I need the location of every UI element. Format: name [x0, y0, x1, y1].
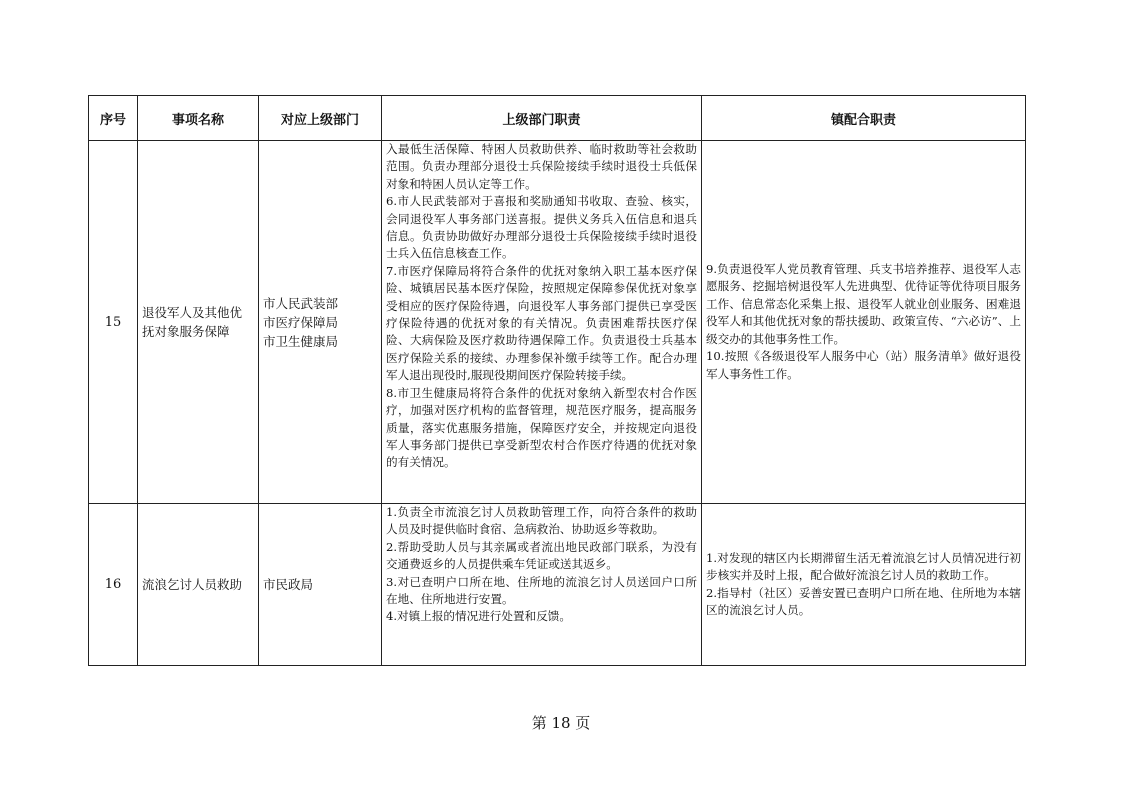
table-row [89, 504, 1026, 666]
responsibility-table [88, 95, 1026, 666]
superior-departments [259, 141, 382, 504]
row-number: 16 [89, 504, 138, 666]
header-duty: 上级部门职责 [382, 96, 702, 141]
header-name: 事项名称 [138, 96, 259, 141]
item-name: 退役军人及其他优抚对象服务保障 [138, 141, 259, 504]
superior-duties [382, 141, 702, 504]
department: 市卫生健康局 [263, 333, 339, 349]
table-row [89, 141, 1026, 504]
table-header-row [89, 96, 1026, 141]
town-duty-paragraph: 1.对发现的辖区内长期滞留生活无着流浪乞讨人员情况进行初步核实并及时上报，配合做好流浪乞讨人员的救助工作。 [706, 550, 1021, 583]
duty-paragraph: 入最低生活保障、特困人员救助供养、临时救助等社会救助范围。负责办理部分退役士兵保险接续手续时退役士兵低保对象和特困人员认定等工作。 [386, 142, 697, 191]
superior-duties [382, 504, 702, 666]
row-number: 15 [89, 141, 138, 504]
superior-departments [259, 504, 382, 666]
header-town: 镇配合职责 [702, 96, 1026, 141]
department: 市医疗保障局 [263, 314, 339, 330]
duty-paragraph: 2.帮助受助人员与其亲属或者流出地民政部门联系，为没有交通费返乡的人员提供乘车凭证或送其返乡。 [386, 539, 697, 572]
item-name: 流浪乞讨人员救助 [138, 504, 259, 666]
town-duty-paragraph: 10.按照《各级退役军人服务中心（站）服务清单》做好退役军人事务性工作。 [706, 349, 1021, 381]
duty-paragraph: 7.市医疗保障局将符合条件的优抚对象纳入职工基本医疗保险、城镇居民基本医疗保险，按照规定保障参保优抚对象享受相应的医疗保险待遇，向退役军人事务部门提供已享受医疗保险待遇的优抚对象的有关情况。负责困难帮扶医疗保险、大病保险及医疗救助待遇保障工作。负责退役士兵基本医疗保险关系的接续、办理参保补缴手续等工作。配合办理军人退出现役时,服现役期间医疗保险转接手续。 [386, 263, 697, 383]
page-number: 第 18 页 [531, 714, 591, 732]
town-duties [702, 504, 1026, 666]
department: 市民政局 [263, 577, 314, 592]
duty-paragraph: 6.市人民武装部对于喜报和奖励通知书收取、查验、核实，会同退役军人事务部门送喜报。提供义务兵入伍信息和退兵信息。负责协助做好办理部分退役士兵保险接续手续时退役士兵入伍信息核查工作。 [386, 194, 697, 261]
town-duties [702, 141, 1026, 504]
department: 市人民武装部 [263, 295, 339, 311]
header-dept: 对应上级部门 [259, 96, 382, 141]
town-duty-paragraph: 2.指导村（社区）妥善安置已查明户口所在地、住所地为本辖区的流浪乞讨人员。 [706, 585, 1021, 617]
town-duty-paragraph: 9.负责退役军人党员教育管理、兵支书培养推荐、退役军人志愿服务、挖掘培树退役军人先进典型、优待证等优待项目服务工作、信息常态化采集上报、退役军人就业创业服务、困难退役军人和其他优抚对象的帮扶援助、政策宣传、“六必访”、上级交办的其他事务性工作。 [706, 262, 1021, 346]
header-num: 序号 [89, 96, 138, 141]
duty-paragraph: 4.对镇上报的情况进行处置和反馈。 [386, 609, 571, 624]
duty-paragraph: 8.市卫生健康局将符合条件的优抚对象纳入新型农村合作医疗，加强对医疗机构的监督管理，规范医疗服务，提高服务质量，落实优惠服务措施，保障医疗安全，并按规定向退役军人事务部门提供已享受新型农村合作医疗待遇的优抚对象的有关情况。 [386, 385, 697, 470]
duty-paragraph: 1.负责全市流浪乞讨人员救助管理工作，向符合条件的救助人员及时提供临时食宿、急病救治、协助返乡等救助。 [386, 505, 697, 537]
duty-paragraph: 3.对已查明户口所在地、住所地的流浪乞讨人员送回户口所在地、住所地进行安置。 [386, 574, 697, 607]
